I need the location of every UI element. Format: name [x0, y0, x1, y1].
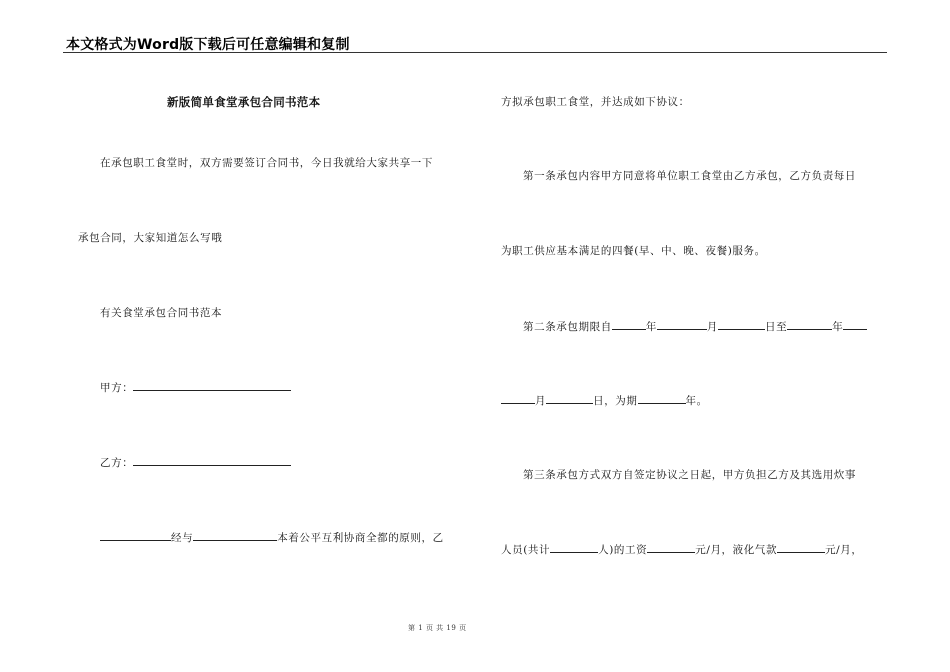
article-1-line-2: 为职工供应基本满足的四餐(早、中、晚、夜餐)服务。 — [501, 245, 766, 257]
gas-text: 元/月，液化气款 — [695, 544, 778, 556]
month-label: 月 — [706, 321, 719, 333]
start-month-blank — [657, 318, 707, 330]
duration-label: 日，为期 — [593, 395, 638, 407]
end-month-blank-start — [843, 318, 867, 330]
footer-suffix: 页 — [459, 624, 467, 632]
wage-text: 人)的工资 — [598, 544, 648, 556]
clause-with-text: 经与 — [171, 532, 194, 544]
end-year-blank — [787, 318, 832, 330]
duration-blank — [638, 392, 686, 404]
article-3-line-2 — [501, 541, 863, 557]
article-3-line-1: 第三条承包方式双方自签定协议之日起，甲方负担乙方及其选用炊事 — [523, 469, 856, 481]
article-1-line-1: 第一条承包内容甲方同意将单位职工食堂由乙方承包，乙方负责每日 — [523, 170, 856, 182]
party-blank-1 — [100, 529, 171, 541]
header-divider — [63, 52, 887, 53]
party-blank-2 — [193, 529, 277, 541]
end-month-blank — [501, 392, 535, 404]
wage-blank — [647, 541, 695, 553]
party-b-row — [100, 454, 291, 470]
year-label: 年 — [645, 321, 657, 333]
current-page-number: 1 — [418, 624, 424, 632]
article-2-line-2 — [501, 392, 708, 408]
years-label: 年。 — [685, 395, 708, 407]
gas-unit-text: 元/月， — [825, 544, 863, 556]
staff-count-text: 人员(共计 — [501, 544, 551, 556]
footer-prefix: 第 — [408, 624, 416, 632]
party-a-blank — [133, 379, 291, 391]
end-month-label: 月 — [535, 395, 547, 407]
party-b-label: 乙方： — [100, 457, 134, 469]
gas-blank — [777, 541, 825, 553]
clause-principle-text: 本着公平互利协商全都的原则，乙 — [277, 532, 444, 544]
article-2-line-1 — [523, 318, 867, 334]
agreement-clause-row — [100, 529, 444, 545]
end-day-blank — [546, 392, 593, 404]
document-title: 新版简单食堂承包合同书范本 — [167, 95, 321, 109]
section-heading: 有关食堂承包合同书范本 — [100, 307, 223, 319]
page-footer — [408, 623, 467, 633]
start-day-blank — [718, 318, 765, 330]
intro-line-1: 在承包职工食堂时，双方需要签订合同书，今日我就给大家共享一下 — [100, 157, 433, 169]
party-b-blank — [133, 454, 291, 466]
article-2-text: 第二条承包期限自 — [523, 321, 612, 333]
end-year-label: 年 — [832, 321, 844, 333]
total-page-count: 19 — [446, 624, 457, 632]
intro-line-2: 承包合同，大家知道怎么写哦 — [78, 232, 223, 244]
party-a-row — [100, 379, 291, 395]
right-line-1: 方拟承包职工食堂，并达成如下协议： — [501, 96, 690, 108]
document-header: 本文格式为Word版下载后可任意编辑和复制 — [66, 37, 350, 53]
party-a-label: 甲方： — [100, 382, 134, 394]
staff-count-blank — [550, 541, 598, 553]
start-year-blank — [612, 318, 646, 330]
footer-mid: 页 共 — [425, 624, 444, 632]
day-to-label: 日至 — [765, 321, 788, 333]
